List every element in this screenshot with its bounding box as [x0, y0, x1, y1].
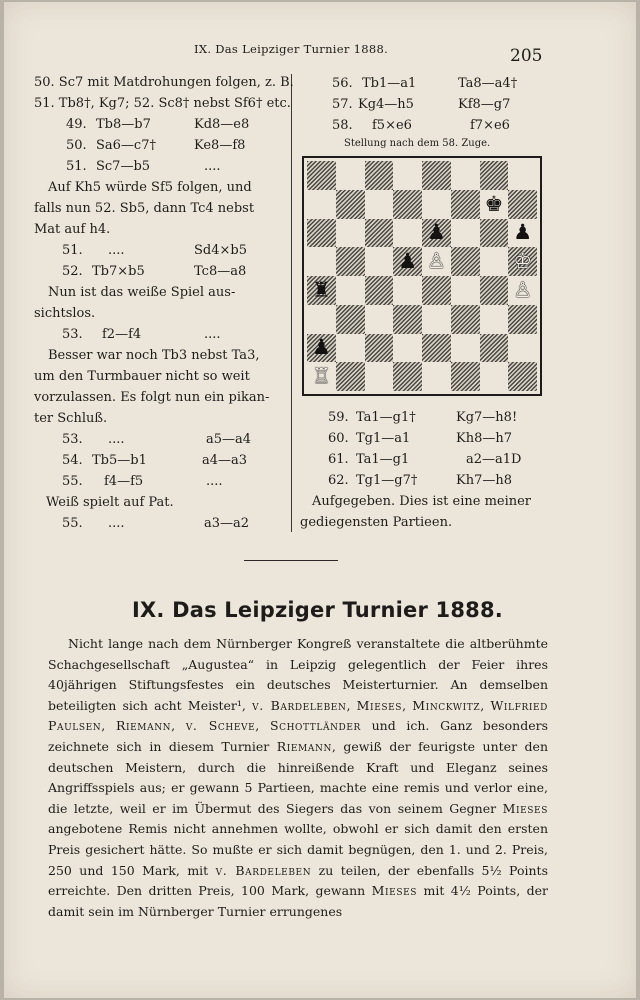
black-pawn-icon: ♟ — [426, 220, 446, 245]
text-line: vorzulassen. Es folgt nun ein pikan- — [34, 390, 270, 405]
square-b6 — [336, 219, 365, 248]
square-e7 — [422, 190, 451, 219]
square-g6 — [480, 219, 509, 248]
text-line: um den Turmbauer nicht so weit — [34, 369, 250, 384]
square-g3 — [480, 305, 509, 334]
square-h1 — [508, 362, 537, 391]
square-g8 — [480, 161, 509, 190]
text-line: gediegensten Partieen. — [300, 515, 453, 530]
black-pawn-icon: ♟ — [398, 249, 418, 274]
move-row: 53. .... a5—a4 — [62, 432, 252, 447]
square-e1 — [422, 362, 451, 391]
square-f7 — [451, 190, 480, 219]
square-f2 — [451, 334, 480, 363]
move-row: 62. Tg1—g7† Kh7—h8 — [328, 473, 512, 488]
square-g7 — [480, 190, 509, 219]
square-g4 — [480, 276, 509, 305]
commentary — [34, 177, 294, 240]
square-c2 — [365, 334, 394, 363]
square-h8 — [508, 161, 537, 190]
square-c7 — [365, 190, 394, 219]
white-pawn-icon: ♙ — [426, 249, 446, 274]
square-h2 — [508, 334, 537, 363]
square-b7 — [336, 190, 365, 219]
move-list — [34, 240, 294, 282]
square-c8 — [365, 161, 394, 190]
square-c6 — [365, 219, 394, 248]
square-c1 — [365, 362, 394, 391]
move-row: 54. Tb5—b1 a4—a3 — [62, 453, 248, 468]
square-a7 — [307, 190, 336, 219]
move-row: 58. f5×e6 f7×e6 — [332, 118, 510, 133]
square-b1 — [336, 362, 365, 391]
square-b4 — [336, 276, 365, 305]
chapter-body — [48, 634, 548, 922]
move-row: 55. .... a3—a2 — [62, 516, 250, 531]
square-h6 — [508, 219, 537, 248]
right-column-top — [300, 74, 558, 137]
text-line: ter Schluß. — [34, 411, 108, 426]
commentary — [34, 282, 294, 324]
square-a3 — [307, 305, 336, 334]
square-h5 — [508, 247, 537, 276]
square-a6 — [307, 219, 336, 248]
black-pawn-icon: ♟ — [311, 335, 331, 360]
move-row: 53. f2—f4 .... — [62, 327, 221, 342]
square-d8 — [393, 161, 422, 190]
move-row: 55. f4—f5 .... — [62, 474, 223, 489]
square-e4 — [422, 276, 451, 305]
white-rook-icon: ♖ — [311, 364, 331, 389]
square-b3 — [336, 305, 365, 334]
square-f1 — [451, 362, 480, 391]
square-h3 — [508, 305, 537, 334]
move-list — [34, 429, 294, 492]
text-line: 50. Sc7 mit Matdrohungen folgen, z. B. — [34, 75, 294, 90]
square-e3 — [422, 305, 451, 334]
square-f5 — [451, 247, 480, 276]
text-line: Mat auf h4. — [34, 222, 111, 237]
square-h4 — [508, 276, 537, 305]
square-d7 — [393, 190, 422, 219]
square-a8 — [307, 161, 336, 190]
square-f8 — [451, 161, 480, 190]
move-row: 50. Sa6—c7† Ke8—f8 — [66, 138, 246, 153]
text-line: falls nun 52. Sb5, dann Tc4 nebst — [34, 201, 255, 216]
move-row: 51. .... Sd4×b5 — [62, 243, 247, 258]
diagram-caption: Stellung nach dem 58. Zuge. — [344, 138, 491, 149]
move-list — [34, 114, 294, 177]
square-e8 — [422, 161, 451, 190]
square-d2 — [393, 334, 422, 363]
white-king-icon: ♔ — [513, 249, 533, 274]
white-pawn-icon: ♙ — [513, 277, 533, 302]
chess-diagram — [302, 156, 542, 396]
page-number: 205 — [510, 46, 543, 66]
square-a2 — [307, 334, 336, 363]
square-c5 — [365, 247, 394, 276]
move-row: 61. Ta1—g1 a2—a1D — [328, 452, 522, 467]
square-a1 — [307, 362, 336, 391]
square-b8 — [336, 161, 365, 190]
black-king-icon: ♚ — [484, 191, 504, 216]
move-row: 57. Kg4—h5 Kf8—g7 — [332, 97, 511, 112]
chapter-title: IX. Das Leipziger Turnier 1888. — [132, 598, 503, 622]
move-row: 56. Tb1—a1 Ta8—a4† — [332, 76, 518, 91]
square-g5 — [480, 247, 509, 276]
move-row: 49. Tb8—b7 Kd8—e8 — [66, 117, 250, 132]
commentary — [34, 345, 294, 429]
square-d1 — [393, 362, 422, 391]
black-pawn-icon: ♟ — [513, 220, 533, 245]
move-list — [34, 324, 294, 345]
square-h7 — [508, 190, 537, 219]
text-line: Besser war noch Tb3 nebst Ta3, — [48, 348, 260, 363]
square-d3 — [393, 305, 422, 334]
chapter-paragraph: Nicht lange nach dem Nürnberger Kongreß veranstaltete die altberühmte Schachgesellschaft „Augustea“ in Leipzig gelegentlich der Feier ihres 40jährigen Stiftungsfestes ein deutsches Meisterturnier. An demselben beteiligten sich acht Meister¹, v. Bardeleben, Mieses, Minckwitz, Wilfried Paulsen, Riemann, v. Scheve, Schottländer und ich. Ganz besonders zeichnete sich in diesem Turnier Riemann, gewiß der feurigste unter den deutschen Meistern, durch die hinreißende Kraft und Eleganz seines Angriffsspiels aus; er gewann 5 Partieen, machte eine remis und verlor eine, die letzte, weil er im Übermut des Siegers das von seinem Gegner Mieses angebotene Remis nicht annehmen wollte, obwohl er sich damit den ersten Preis gesichert hätte. So mußte er sich damit begnügen, den 1. und 2. Preis, 250 und 150 Mark, mit v. Bardeleben zu teilen, der ebenfalls 5½ Points erreichte. Den dritten Preis, 100 Mark, gewann Mieses mit 4½ Points, der damit sein im Nürnberger Turnier errungenes — [48, 636, 548, 919]
square-f4 — [451, 276, 480, 305]
left-column — [34, 72, 294, 534]
move-list — [34, 513, 294, 534]
square-f3 — [451, 305, 480, 334]
square-c4 — [365, 276, 394, 305]
square-b5 — [336, 247, 365, 276]
square-d4 — [393, 276, 422, 305]
square-d5 — [393, 247, 422, 276]
square-d6 — [393, 219, 422, 248]
move-row: 52. Tb7×b5 Tc8—a8 — [62, 264, 247, 279]
text-line: Weiß spielt auf Pat. — [46, 495, 174, 510]
square-e5 — [422, 247, 451, 276]
square-f6 — [451, 219, 480, 248]
square-g2 — [480, 334, 509, 363]
move-row: 59. Ta1—g1† Kg7—h8! — [328, 410, 518, 425]
move-row: 51. Sc7—b5 .... — [66, 159, 221, 174]
square-e2 — [422, 334, 451, 363]
square-a5 — [307, 247, 336, 276]
black-rook-icon: ♜ — [311, 277, 331, 302]
section-divider — [244, 560, 338, 561]
square-c3 — [365, 305, 394, 334]
right-column-bottom — [300, 408, 558, 534]
running-header: IX. Das Leipziger Turnier 1888. — [194, 42, 389, 56]
move-row: 60. Tg1—a1 Kh8—h7 — [328, 431, 512, 446]
square-e6 — [422, 219, 451, 248]
square-b2 — [336, 334, 365, 363]
text-line: Aufgegeben. Dies ist eine meiner — [312, 494, 532, 509]
text-line: sichtslos. — [34, 306, 96, 321]
text-line: Nun ist das weiße Spiel aus- — [48, 285, 236, 300]
text-line: 51. Tb8†, Kg7; 52. Sc8† nebst Sf6† etc. — [34, 96, 291, 111]
square-g1 — [480, 362, 509, 391]
book-page — [4, 2, 636, 998]
text-line: Auf Kh5 würde Sf5 folgen, und — [48, 180, 252, 195]
square-a4 — [307, 276, 336, 305]
